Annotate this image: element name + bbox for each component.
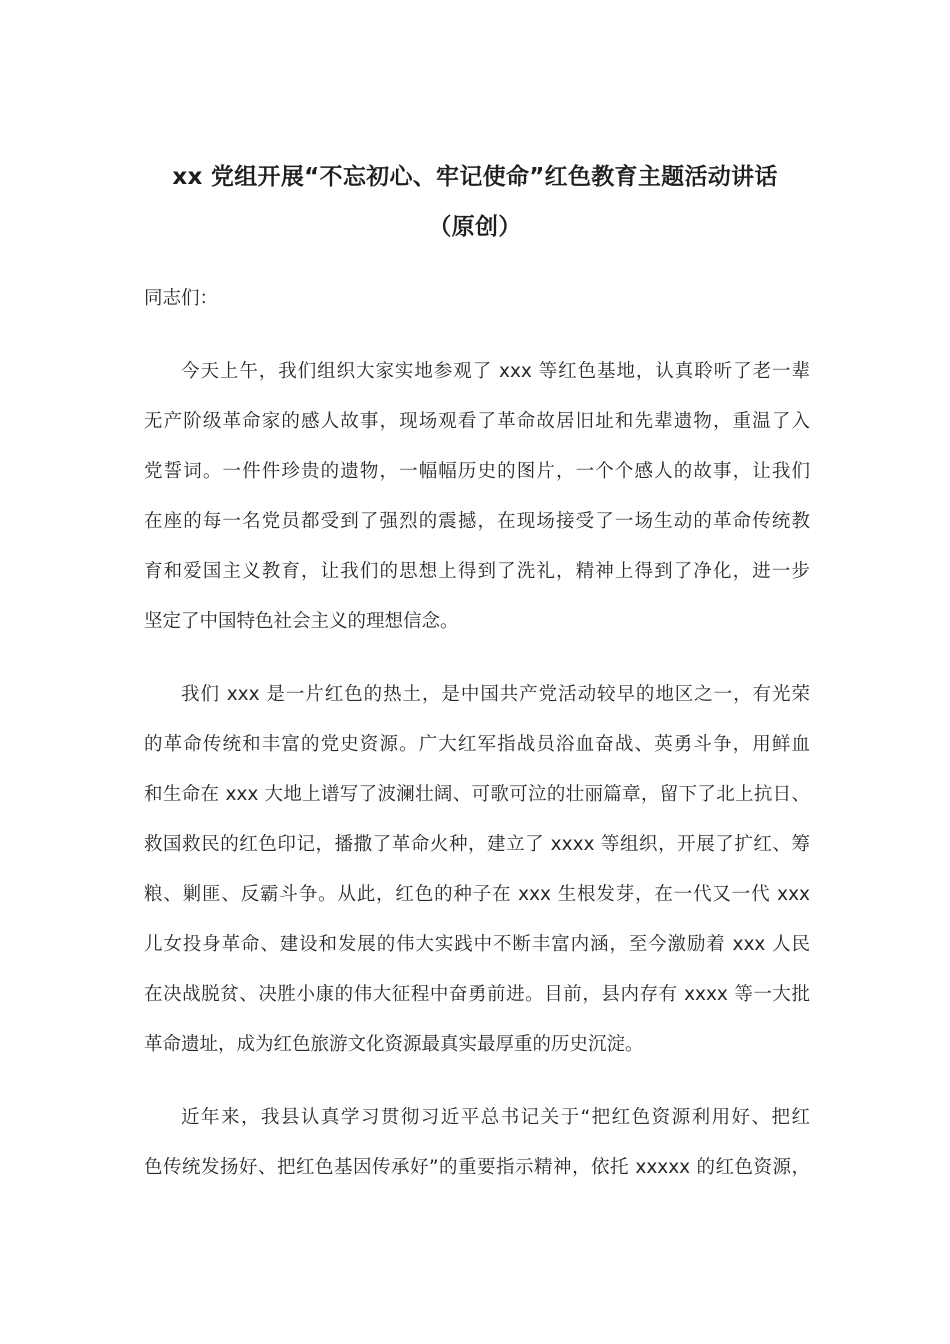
paragraph-3-line-2: 色传统发扬好、把红色基因传承好”的重要指示精神，依托 xxxxx 的红色资源， [144,1157,810,1178]
paragraph-2-line-3: 和生命在 xxx 大地上谱写了波澜壮阔、可歌可泣的壮丽篇章，留下了北上抗日、 [144,784,810,805]
paragraph-2-line-8: 革命遗址，成为红色旅游文化资源最真实最厚重的历史沉淀。 [144,1034,644,1055]
paragraph-1-line-1: 今天上午，我们组织大家实地参观了 xxx 等红色基地，认真聆听了老一辈 [181,361,810,382]
paragraph-2-line-5: 粮、剿匪、反霸斗争。从此，红色的种子在 xxx 生根发芽，在一代又一代 xxx [144,884,810,905]
paragraph-1-line-6: 坚定了中国特色社会主义的理想信念。 [144,611,459,632]
paragraph-2-line-7: 在决战脱贫、决胜小康的伟大征程中奋勇前进。目前，县内存有 xxxx 等一大批 [144,984,810,1005]
paragraph-2-line-1: 我们 xxx 是一片红色的热土，是中国共产党活动较早的地区之一，有光荣 [181,684,810,705]
paragraph-1-line-3: 党誓词。一件件珍贵的遗物，一幅幅历史的图片，一个个感人的故事，让我们 [144,461,810,482]
salutation: 同志们： [144,288,219,309]
document-title-line1: xx 党组开展“不忘初心、牢记使命”红色教育主题活动讲话 [172,164,778,190]
paragraph-3-line-1: 近年来，我县认真学习贯彻习近平总书记关于“把红色资源利用好、把红 [181,1107,810,1128]
paragraph-2-line-2: 的革命传统和丰富的党史资源。广大红军指战员浴血奋战、英勇斗争，用鲜血 [144,734,810,755]
paragraph-1-line-2: 无产阶级革命家的感人故事，现场观看了革命故居旧址和先辈遗物，重温了入 [144,411,810,432]
paragraph-2-line-4: 救国救民的红色印记，播撒了革命火种，建立了 xxxx 等组织，开展了扩红、筹 [144,834,810,855]
paragraph-1-line-5: 育和爱国主义教育，让我们的思想上得到了洗礼，精神上得到了净化，进一步 [144,561,810,582]
paragraph-2-line-6: 儿女投身革命、建设和发展的伟大实践中不断丰富内涵，至今激励着 xxx 人民 [144,934,810,955]
document-title-line2: （原创） [428,214,522,240]
paragraph-1-line-4: 在座的每一名党员都受到了强烈的震撼，在现场接受了一场生动的革命传统教 [144,511,810,532]
